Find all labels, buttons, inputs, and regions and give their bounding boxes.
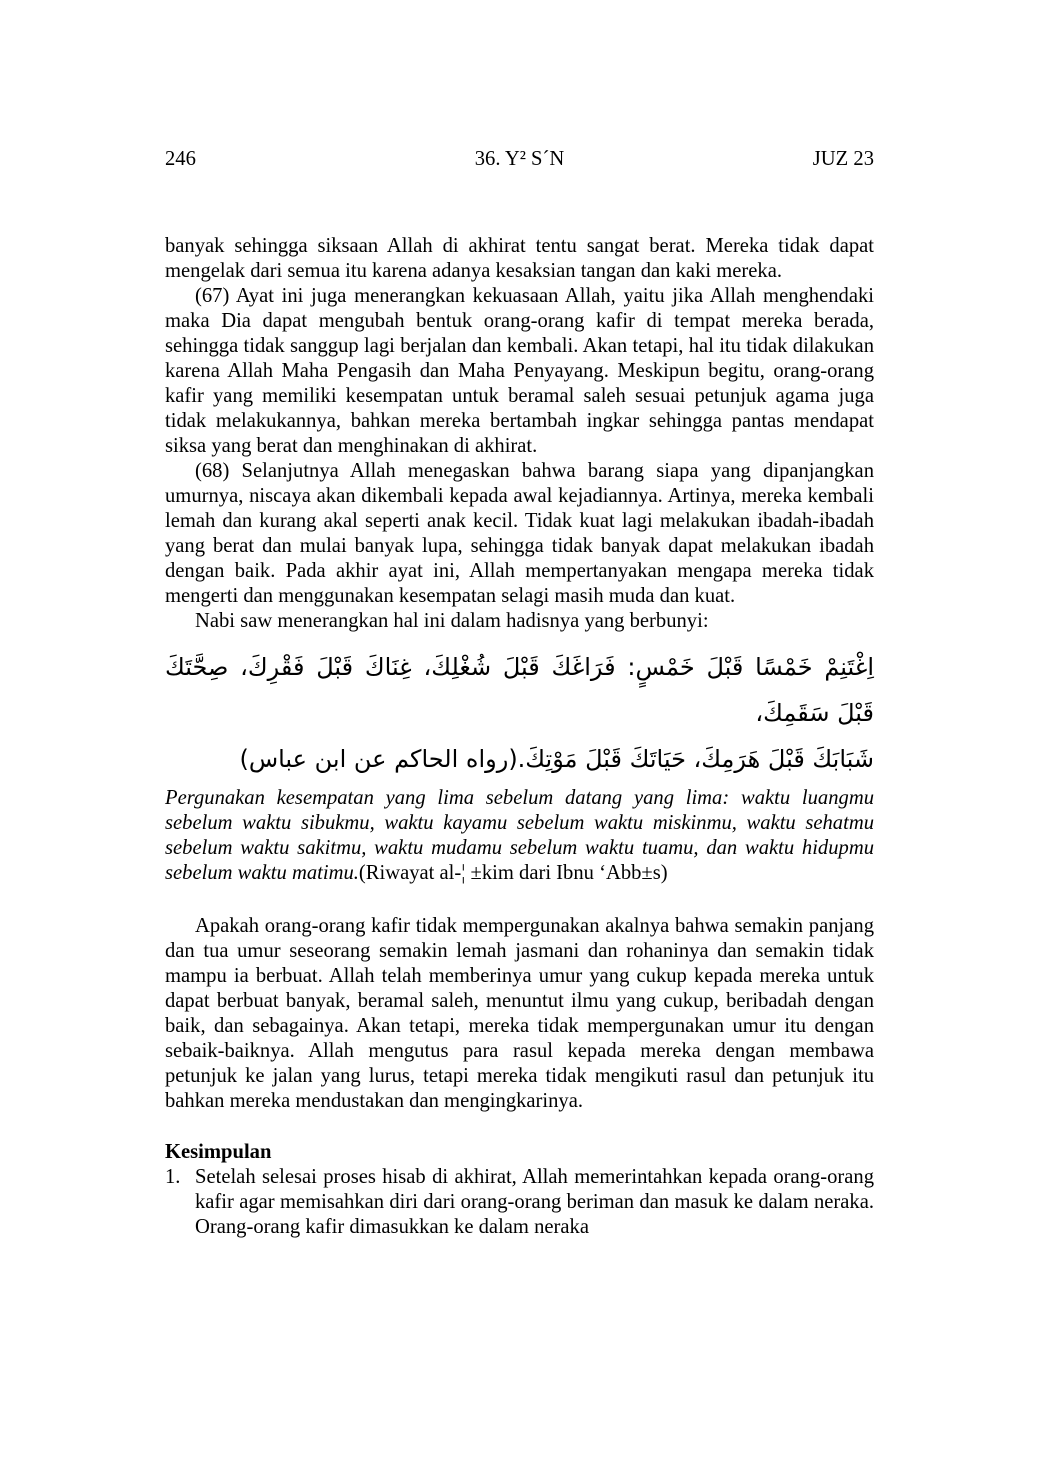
document-page xyxy=(165,0,874,1475)
surah-title: 36. Y² S´N xyxy=(474,148,565,170)
conclusion-list xyxy=(165,1165,874,1240)
list-item xyxy=(165,1165,874,1240)
hadith-arabic xyxy=(165,644,874,782)
hadith-reference: (Riwayat al-¦ ±kim dari Ibnu ‘Abb±s) xyxy=(358,862,668,884)
page-number: 246 xyxy=(165,148,196,170)
list-item-number: 1. xyxy=(165,1166,181,1188)
hadith-translation xyxy=(165,786,874,886)
running-header xyxy=(165,146,874,172)
section-heading: Kesimpulan xyxy=(165,1141,272,1163)
hadith-translation-text: Pergunakan kesempatan yang lima sebelum datang yang lima: waktu luangmu sebelum waktu sibukmu, waktu kayamu sebelum waktu miskinmu, waktu sehatmu sebelum waktu sakitmu, waktu mudamu sebelum waktu tuamu, dan waktu hidupmu sebelum waktu matimu. xyxy=(165,787,874,884)
paragraph: banyak sehingga siksaan Allah di akhirat tentu sangat berat. Mereka tidak dapat mengelak dari semua itu karena adanya kesaksian tangan dan kaki mereka. xyxy=(165,235,874,282)
paragraph: (67) Ayat ini juga menerangkan kekuasaan Allah, yaitu jika Allah menghendaki maka Dia dapat mengubah bentuk orang-orang kafir di tempat mereka berada, sehingga tidak sanggup lagi berjalan dan kembali. Akan tetapi, hal itu tidak dilakukan karena Allah Maha Pengasih dan Maha Penyayang. Meskipun begitu, orang-orang kafir yang memiliki kesempatan untuk beramal saleh sesuai petunjuk agama juga tidak melakukannya, bahkan mereka bertambah ingkar sehingga pantas mendapat siksa yang berat dan menghinakan di akhirat. xyxy=(165,285,874,457)
paragraph: Apakah orang-orang kafir tidak mempergunakan akalnya bahwa semakin panjang dan tua umur seseorang semakin lemah jasmani dan rohaninya dan semakin tidak mampu ia berbuat. Allah telah memberinya umur yang cukup kepada mereka untuk dapat berbuat banyak, beramal saleh, menuntut ilmu yang cukup, beribadah dengan baik, dan sebagainya. Akan tetapi, mereka tidak mempergunakan umur itu dengan sebaik-baiknya. Allah mengutus para rasul kepada mereka dengan membawa petunjuk ke jalan yang lurus, tetapi mereka tidak mengikuti rasul dan petunjuk itu bahkan mereka mendustakan dan mengingkarinya. xyxy=(165,915,874,1112)
list-item-text: Setelah selesai proses hisab di akhirat, Allah memerintahkan kepada orang-orang kafir agar memisahkan diri dari orang-orang beriman dan masuk ke dalam neraka. Orang-orang kafir dimasukkan ke dalam neraka xyxy=(195,1166,874,1238)
paragraph: Nabi saw menerangkan hal ini dalam hadisnya yang berbunyi: xyxy=(195,610,709,632)
body-text xyxy=(165,234,874,1240)
juz-label: JUZ 23 xyxy=(812,148,874,170)
paragraph: (68) Selanjutnya Allah menegaskan bahwa barang siapa yang dipanjangkan umurnya, niscaya akan dikembali kepada awal kejadiannya. Artinya, mereka kembali lemah dan kurang akal seperti anak kecil. Tidak kuat lagi melakukan ibadah-ibadah yang berat dan mulai banyak lupa, sehingga tidak banyak dapat melakukan ibadah dengan baik. Pada akhir ayat ini, Allah mempertanyakan mengapa mereka tidak mengerti dan menggunakan kesempatan selagi masih muda dan kuat. xyxy=(165,460,874,607)
hadith-arabic-line: اِغْتَنِمْ خَمْسًا قَبْلَ خَمْسٍ: فَرَاغَكَ قَبْلَ شُغْلِكَ، غِنَاكَ قَبْلَ فَقْرِكَ، صِحَّتَكَ قَبْلَ سَقَمِكَ، xyxy=(165,653,874,727)
hadith-arabic-line: شَبَابَكَ قَبْلَ هَرَمِكَ، حَيَاتَكَ قَبْلَ مَوْتِكَ.(رواه الحاكم عن ابن عباس) xyxy=(239,745,874,773)
